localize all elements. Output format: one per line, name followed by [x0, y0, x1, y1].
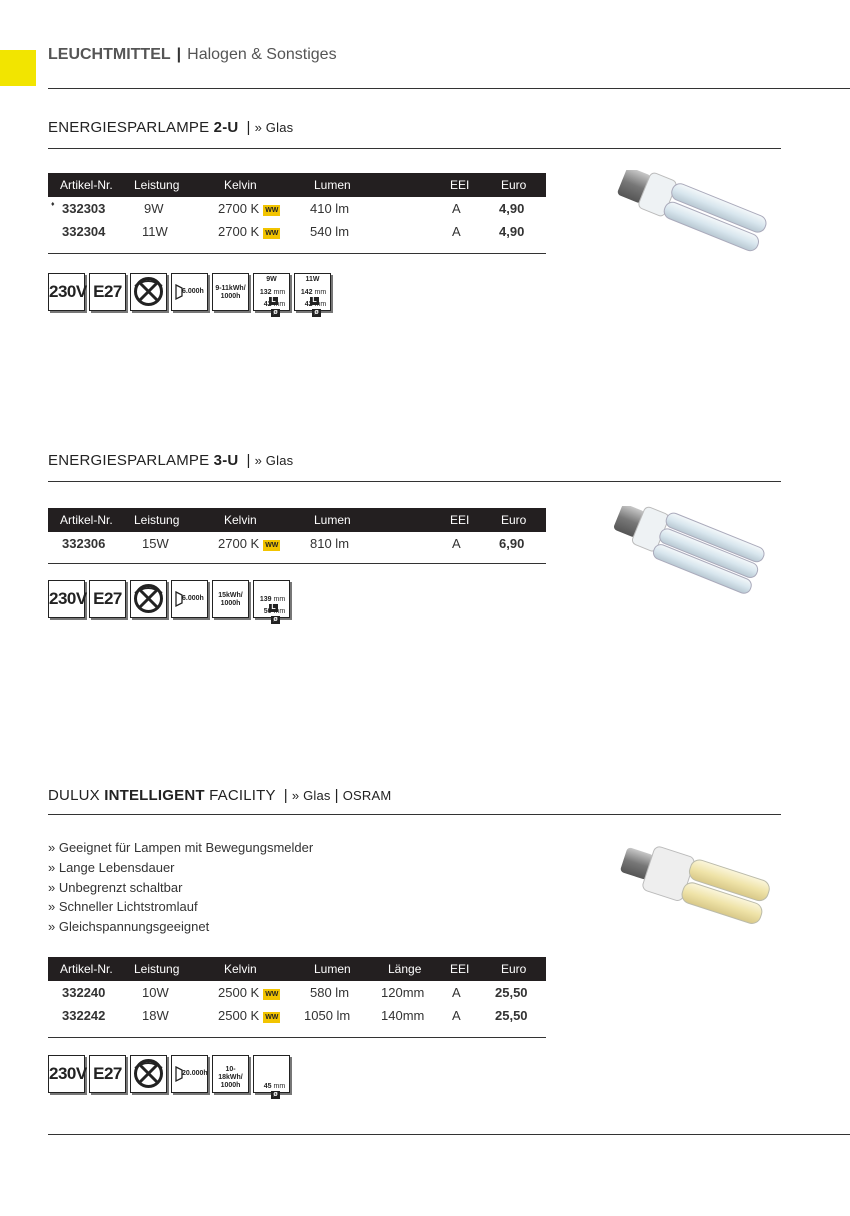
page-subcategory: Halogen & Sonstiges [187, 46, 337, 63]
dimensions-icon: 139 mmL 50 mmø [253, 580, 290, 618]
section-title-3u: ENERGIESPARLAMPE 3-U | » Glas [48, 452, 294, 469]
icon-strip-dulux [48, 1055, 298, 1097]
table-row: ♦ 332303 9W 2700 K WW 410 lm A 4,90 [51, 201, 525, 216]
list-item: » Schneller Lichtstromlauf [48, 899, 198, 915]
new-marker-icon: ♦ [51, 201, 55, 208]
warm-white-badge: WW [265, 542, 279, 549]
table-header: Artikel-Nr. Leistung Kelvin Lumen EEI Euro [48, 173, 546, 197]
dimensions-icon: 45 mmø [253, 1055, 290, 1093]
icon-strip-3u [48, 580, 298, 622]
voltage-icon: 230V [48, 273, 85, 311]
section-divider [48, 481, 781, 482]
energy-consumption-icon: 9-11kWh/ 1000h [212, 273, 249, 311]
section-title-dulux: DULUX INTELLIGENT FACILITY | » Glas | OSRAM [48, 787, 392, 804]
dimensions-icon: 9W 132 mmL 42 mmø [253, 273, 290, 311]
icon-strip-2u [48, 273, 338, 315]
socket-icon: E27 [89, 1055, 126, 1093]
no-dimming-icon [130, 1055, 167, 1093]
table-header: Artikel-Nr. Leistung Kelvin Lumen Länge EEI Euro [48, 957, 546, 981]
category-color-tab [0, 50, 36, 86]
energy-consumption-icon: 10-18kWh/ 1000h [212, 1055, 249, 1093]
table-row: 332304 11W 2700 K WW 540 lm A 4,90 [62, 224, 525, 239]
no-dimming-icon [130, 580, 167, 618]
dimensions-icon: 11W 142 mmL 42 mmø [294, 273, 331, 311]
voltage-icon: 230V [48, 580, 85, 618]
warm-white-badge: WW [265, 1014, 279, 1021]
table-row: 332242 18W 2500 K WW 1050 lm 140mm A 25,50 [62, 1008, 528, 1023]
product-table-3u [48, 508, 546, 564]
section-divider [48, 814, 781, 815]
feature-list [48, 838, 313, 937]
socket-icon: E27 [89, 273, 126, 311]
table-row: 332240 10W 2500 K WW 580 lm 120mm A 25,50 [62, 985, 528, 1000]
list-item: » Gleichspannungsgeeignet [48, 919, 210, 935]
list-item: » Lange Lebensdauer [48, 859, 175, 875]
warm-white-badge: WW [265, 230, 279, 237]
section-material: » Glas [254, 453, 294, 468]
brand-label: OSRAM [342, 788, 392, 803]
lamp-dulux-image [610, 845, 775, 945]
list-item: » Geeignet für Lampen mit Bewegungsmelder [48, 840, 314, 855]
section-title-2u: ENERGIESPARLAMPE 2-U | » Glas [48, 119, 294, 136]
voltage-icon: 230V [48, 1055, 85, 1093]
footer-divider [48, 1134, 850, 1135]
lifetime-icon: 6.000h [171, 580, 208, 618]
lifetime-icon: 20.000h [171, 1055, 208, 1093]
lifetime-icon: 6.000h [171, 273, 208, 311]
no-dimming-icon [130, 273, 167, 311]
page-header: LEUCHTMITTEL | Halogen & Sonstiges [48, 46, 337, 63]
section-material: » Glas [291, 788, 331, 803]
product-table-2u [48, 173, 546, 254]
table-header: Artikel-Nr. Leistung Kelvin Lumen EEI Euro [48, 508, 546, 532]
section-divider [48, 148, 781, 149]
lamp-3u-image [596, 506, 772, 616]
product-table-dulux [48, 957, 546, 1038]
warm-white-badge: WW [265, 991, 279, 998]
energy-consumption-icon: 15kWh/ 1000h [212, 580, 249, 618]
section-material: » Glas [254, 120, 294, 135]
table-row: 332306 15W 2700 K WW 810 lm A 6,90 [62, 536, 525, 551]
lamp-2u-image [600, 170, 770, 280]
socket-icon: E27 [89, 580, 126, 618]
warm-white-badge: WW [265, 207, 279, 214]
header-divider [48, 88, 850, 89]
list-item: » Unbegrenzt schaltbar [48, 879, 183, 895]
page-category: LEUCHTMITTEL [48, 46, 171, 63]
